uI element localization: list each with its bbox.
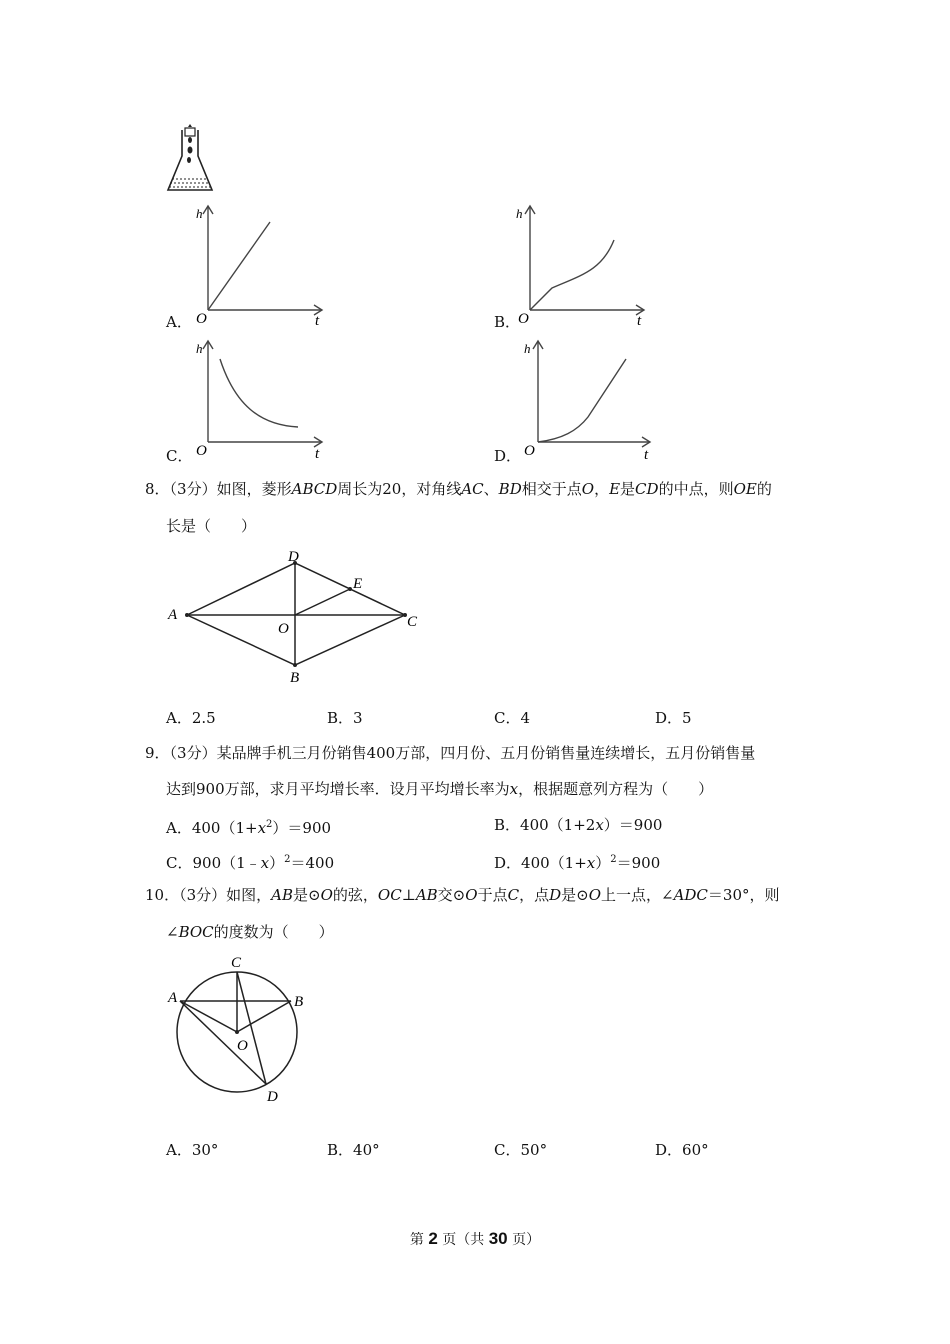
q10-option-b: B．40° [327,1141,380,1159]
q9-option-c: C．900（1﹣x）$^2$＝400 [166,854,335,872]
rhombus-label-c: C [407,614,418,630]
circle-label-a: A [168,990,178,1006]
q9-option-b: B．400（1+2x）＝900 [494,816,663,834]
q10-option-c: C．50° [494,1141,548,1159]
graph-a-ylabel: h [196,206,203,221]
rhombus-label-o: O [278,621,289,637]
page-footer: 第 2 页（共 30 页） [409,1229,541,1248]
graph-b-xlabel: t [637,313,642,329]
graph-b [512,200,652,330]
q9-option-d: D．$400(1+x)^2=900$ [494,854,661,872]
graph-d-origin: O [524,443,535,459]
q8-option-a: A．2.5 [166,709,216,727]
graph-d-xlabel: t [644,447,649,463]
rhombus-label-e: E [353,576,363,592]
q8-stem-line2: 长是（ ） [166,517,257,535]
graph-c-curve [220,359,298,427]
circle-label-b: B [294,994,304,1010]
graph-d-curve [538,359,626,442]
circle-label-d: D [267,1089,278,1105]
q8-option-c: C．4 [494,709,531,727]
circle-label-o: O [237,1038,248,1054]
q7-option-d: D． [494,447,522,465]
graph-b-curve [530,240,614,310]
q7-option-c: C． [166,447,193,465]
q10-stem-line1: 10．（3分）如图，AB是⊙O的弦，OC⊥AB交⊙O于点C，点D是⊙O上一点，∠ADC＝30°，则 [145,886,780,904]
graph-b-origin: O [518,311,529,327]
flask-figure [160,124,220,198]
q10-option-d: D．60° [655,1141,709,1159]
q10-stem-line2: ∠BOC的度数为（ ） [166,923,334,941]
graph-b-ylabel: h [516,206,523,221]
q9-stem-line1: 9．（3分）某品牌手机三月份销售400万部，四月份、五月份销售量连续增长，五月份销售量 [145,744,756,762]
graph-a-origin: O [196,311,207,327]
circle-label-c: C [231,955,242,971]
rhombus-label-a: A [168,607,178,623]
circle-figure [160,950,320,1110]
q8-option-b: B．3 [327,709,363,727]
rhombus-label-b: B [290,670,300,686]
rhombus-figure [160,545,430,690]
q8-option-d: D．5 [655,709,692,727]
graph-a-curve [208,222,270,310]
graph-d-ylabel: h [524,341,531,356]
graph-d [512,335,657,465]
q10-option-a: A．30° [166,1141,219,1159]
graph-c-xlabel: t [315,446,320,462]
q7-option-b: B． [494,313,521,331]
graph-a-xlabel: t [315,313,320,329]
graph-a [190,200,330,330]
graph-c-ylabel: h [196,341,203,356]
graph-c [190,335,330,465]
q7-option-a: A． [166,313,192,331]
graph-c-origin: O [196,443,207,459]
page-number: 2 [428,1229,438,1248]
q9-option-a: A．$400(1+x^2)=900$ [166,819,332,837]
q9-stem-line2: 达到900万部，求月平均增长率．设月平均增长率为x，根据题意列方程为（ ） [166,780,714,798]
page-total: 30 [488,1229,508,1248]
rhombus-label-d: D [288,549,299,565]
q8-stem-line1: 8．（3分）如图，菱形ABCD周长为20，对角线AC、BD相交于点O，E是CD的中点，则OE的 [145,480,772,498]
